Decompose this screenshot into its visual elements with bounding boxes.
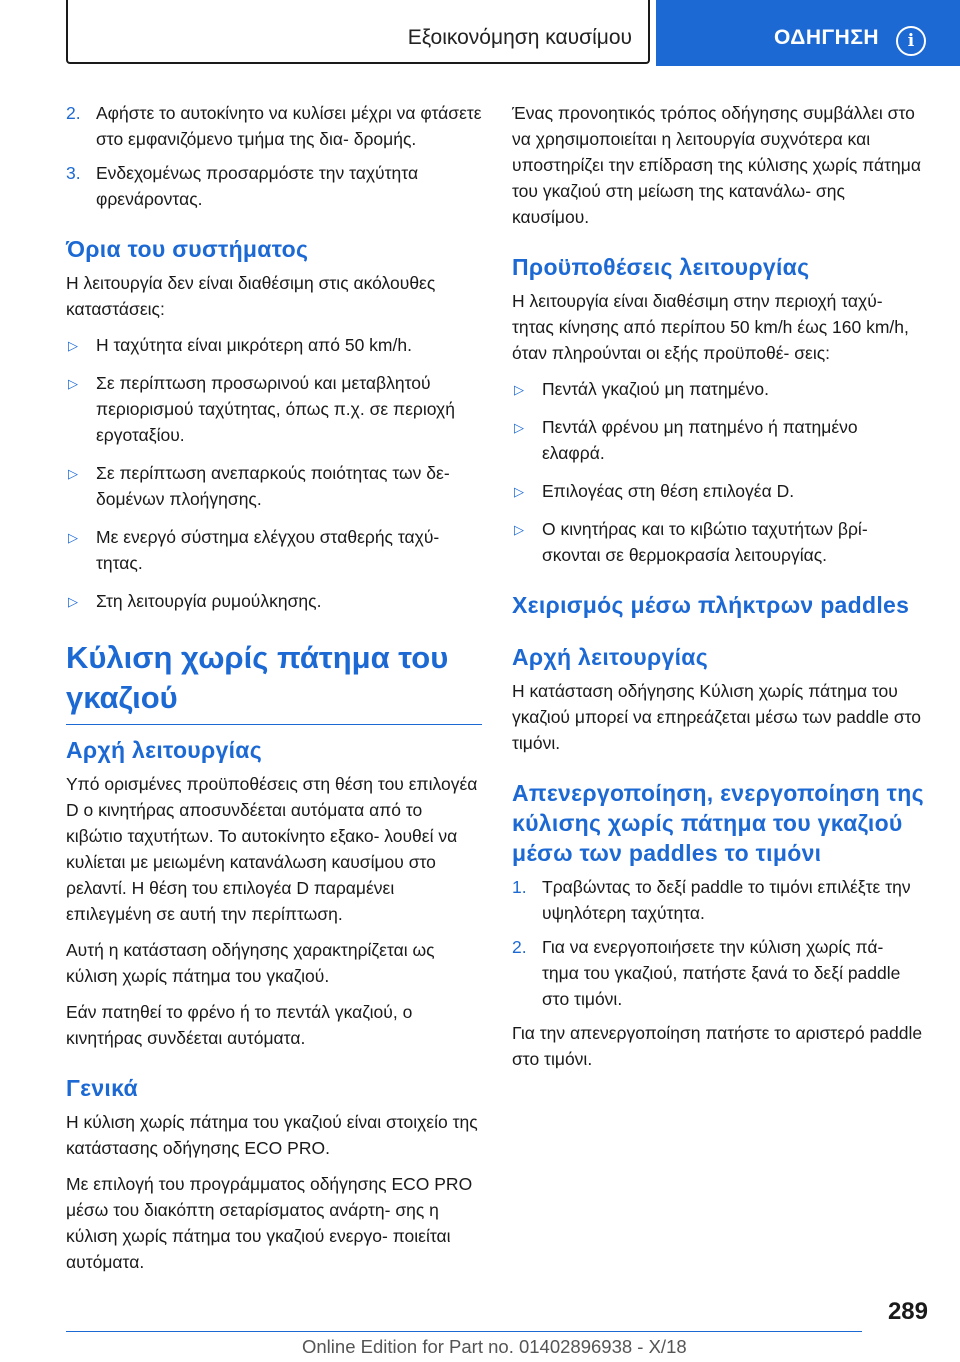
list-item-text: Σε περίπτωση ανεπαρκούς ποιότητας των δε‐ δομένων πλοήγησης. [96,463,450,509]
general-paragraph: Η κύλιση χωρίς πάτημα του γκαζιού είναι στοιχείο της κατάστασης οδήγησης ECO PRO. [66,1112,478,1158]
list-item [66,332,482,358]
list-item [512,414,924,466]
step-item [512,874,924,926]
step-number: 2. [66,103,81,123]
section-title: Εξοικονόμηση καυσίμου [407,26,632,49]
chapter-title: ΟΔΗΓΗΣΗ [774,26,880,49]
triangle-bullet-icon: ▷ [68,466,78,481]
left-column [66,100,482,1285]
intro-paragraph: Ένας προνοητικός τρόπος οδήγησης συμβάλλει στο να χρησιμοποιείται η λειτουργία συχνότερα και υποστηρίζει την επίδραση της κύλισης χωρίς πάτημα του γκαζιού στη μείωση της κατανάλω‐ σης καυσίμου. [512,103,921,227]
section-tab [66,0,650,64]
triangle-bullet-icon: ▷ [514,420,524,435]
step-item [66,160,482,212]
main-section-heading: Κύλιση χωρίς πάτημα του γκαζιού [66,638,482,725]
list-item [512,376,924,402]
step-text: Τραβώντας το δεξί paddle το τιμόνι επιλέξτε την υψηλότερη ταχύτητα. [542,877,911,923]
list-item-text: Η ταχύτητα είναι μικρότερη από 50 km/h. [96,335,412,355]
prerequisites-heading: Προϋποθέσεις λειτουργίας [512,254,810,280]
chapter-tab[interactable] [656,0,960,66]
prerequisites-intro: Η λειτουργία είναι διαθέσιμη στην περιοχή ταχύ‐ τητας κίνησης από περίπου 50 km/h έως 160 km/h, όταν πληρούνται οι εξής προϋποθέ‐ σεις: [512,291,909,363]
general-heading: Γενικά [66,1075,138,1101]
list-item-text: Πεντάλ φρένου μη πατημένο ή πατημένο ελαφρά. [542,417,858,463]
step-number: 3. [66,163,81,183]
list-item-text: Πεντάλ γκαζιού μη πατημένο. [542,379,769,399]
list-item-text: Με ενεργό σύστημα ελέγχου σταθερής ταχύ‐ τητας. [96,527,440,573]
list-item [66,524,482,576]
triangle-bullet-icon: ▷ [514,382,524,397]
list-item-text: Στη λειτουργία ρυμούλκησης. [96,591,322,611]
footer-divider [66,1331,862,1332]
list-item-text: Σε περίπτωση προσωρινού και μεταβλητού περιορισμού ταχύτητας, όπως π.χ. σε περιοχή εργοταξίου. [96,373,455,445]
info-icon[interactable]: i [896,26,926,56]
list-item-text: Ο κινητήρας και το κιβώτιο ταχυτήτων βρί‐ σκονται σε θερμοκρασία λειτουργίας. [542,519,868,565]
step-number: 2. [512,937,527,957]
triangle-bullet-icon: ▷ [68,338,78,353]
principle-paragraph: Υπό ορισμένες προϋποθέσεις στη θέση του επιλογέα D ο κινητήρας αποσυνδέεται αυτόματα από το κιβώτιο ταχυτήτων. Το αυτοκίνητο εξακο‐ λουθεί να κυλίεται με μειωμένη κατανάλωση καυσίμου στο ρελαντί. Η θέση του επιλογέα D παραμένει επιλεγμένη σε αυτή την περίπτωση. [66,774,478,924]
paddles-principle-heading: Αρχή λειτουργίας [512,644,708,670]
triangle-bullet-icon: ▷ [514,522,524,537]
step-number: 1. [512,877,527,897]
principle-paragraph: Εάν πατηθεί το φρένο ή το πεντάλ γκαζιού, ο κινητήρας συνδέεται αυτόματα. [66,1002,413,1048]
page-header [0,0,960,66]
list-item-text: Επιλογέας στη θέση επιλογέα D. [542,481,795,501]
general-paragraph: Με επιλογή του προγράμματος οδήγησης ECO PRO μέσω του διακόπτη σεταρίσματος ανάρτη‐ σης η κύλιση χωρίς πάτημα του γκαζιού ενεργο‐ ποιείται αυτόματα. [66,1174,473,1272]
principle-heading: Αρχή λειτουργίας [66,737,262,763]
paddles-principle-text: Η κατάσταση οδήγησης Κύλιση χωρίς πάτημα του γκαζιού μπορεί να επηρεάζεται μέσω των paddle στο τιμόνι. [512,681,922,753]
toggle-heading: Απενεργοποίηση, ενεργοποίηση της κύλισης χωρίς πάτημα του γκαζιού μέσω των paddles το τιμόνι [512,780,924,866]
edition-text: Online Edition for Part no. 01402896938 - X/18 [302,1336,687,1357]
step-text: Για να ενεργοποιήσετε την κύλιση χωρίς πά‐ τημα του γκαζιού, πατήστε ξανά το δεξί paddle στο τιμόνι. [542,937,901,1009]
list-item [512,478,924,504]
step-item [512,934,924,1012]
principle-paragraph: Αυτή η κατάσταση οδήγησης χαρακτηρίζεται ως κύλιση χωρίς πάτημα του γκαζιού. [66,940,435,986]
list-item [66,460,482,512]
triangle-bullet-icon: ▷ [68,376,78,391]
list-item [512,516,924,568]
deactivate-text: Για την απενεργοποίηση πατήστε το αριστερό paddle στο τιμόνι. [512,1023,923,1069]
right-column [512,100,924,1082]
list-item [66,370,482,448]
limits-heading: Όρια του συστήματος [66,236,309,262]
triangle-bullet-icon: ▷ [68,530,78,545]
triangle-bullet-icon: ▷ [514,484,524,499]
step-item [66,100,482,152]
list-item [66,588,482,614]
step-text: Αφήστε το αυτοκίνητο να κυλίσει μέχρι να φτάσετε στο εμφανιζόμενο τμήμα της δια‐ δρομής. [96,103,482,149]
step-text: Ενδεχομένως προσαρμόστε την ταχύτητα φρενάροντας. [96,163,419,209]
page-number: 289 [887,1298,928,1325]
paddles-heading: Χειρισμός μέσω πλήκτρων paddles [512,592,910,618]
limits-intro: Η λειτουργία δεν είναι διαθέσιμη στις ακόλουθες καταστάσεις: [66,273,436,319]
triangle-bullet-icon: ▷ [68,594,78,609]
